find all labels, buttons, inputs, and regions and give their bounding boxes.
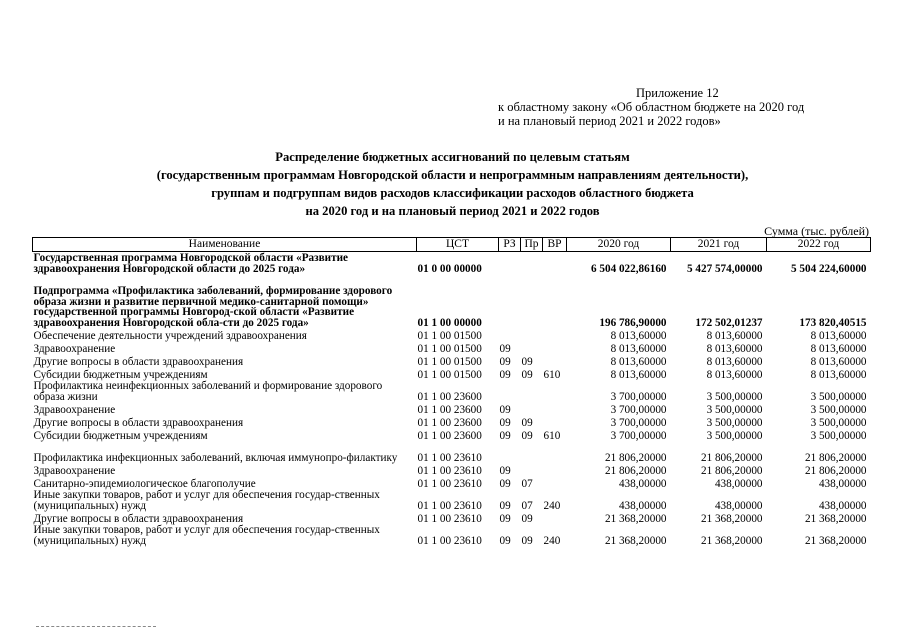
row-2021: 3 500,00000 — [706, 403, 763, 416]
row-2020: 21 806,20000 — [604, 451, 667, 464]
row-2021: 438,00000 — [714, 499, 763, 512]
row-name: Обеспечение деятельности учреждений здравоохранения — [33, 329, 307, 342]
row-2022: 173 820,40515 — [799, 316, 867, 329]
row-2022: 438,00000 — [818, 477, 867, 490]
table-row — [33, 489, 871, 511]
row-name: Здравоохранение — [33, 403, 116, 416]
row-rz: 09 — [499, 534, 511, 547]
row-2020: 3 700,00000 — [610, 390, 667, 403]
row-pr — [521, 441, 543, 463]
row-2022: 3 500,00000 — [810, 429, 867, 442]
row-vr — [543, 274, 567, 328]
row-2022: 3 500,00000 — [810, 403, 867, 416]
row-rz: 09 — [499, 342, 511, 355]
row-2021: 21 806,20000 — [700, 464, 763, 477]
row-name: Другие вопросы в области здравоохранения — [33, 512, 244, 525]
row-2020: 8 013,60000 — [610, 342, 667, 355]
row-2022: 8 013,60000 — [810, 368, 867, 381]
row-cst: 01 1 00 00000 — [417, 316, 482, 329]
row-vr — [543, 354, 567, 367]
row-2022: 21 368,20000 — [804, 534, 867, 547]
header-2022: 2022 год — [767, 238, 871, 252]
title-line-1: Распределение бюджетных ассигнований по целевым статьям — [275, 150, 630, 164]
row-2021: 3 500,00000 — [706, 429, 763, 442]
row-cst: 01 1 00 23610 — [417, 499, 482, 512]
row-cst: 01 1 00 01500 — [417, 368, 482, 381]
row-2020: 8 013,60000 — [610, 355, 667, 368]
table-row — [33, 441, 871, 463]
table-row — [33, 463, 871, 476]
row-rz — [499, 274, 521, 328]
table-row — [33, 511, 871, 524]
row-2021: 8 013,60000 — [706, 329, 763, 342]
table-row — [33, 476, 871, 489]
row-2020: 438,00000 — [618, 499, 667, 512]
row-2021: 3 500,00000 — [706, 390, 763, 403]
row-2020: 3 700,00000 — [610, 416, 667, 429]
annex-period-line: и на плановый период 2021 и 2022 годов» — [498, 114, 721, 128]
row-cst: 01 1 00 01500 — [417, 329, 482, 342]
row-pr — [521, 328, 543, 341]
table-row — [33, 367, 871, 380]
row-2022: 3 500,00000 — [810, 390, 867, 403]
row-rz: 09 — [499, 477, 511, 490]
row-pr: 09 — [521, 512, 533, 525]
row-name: Государственная программа Новгородской области «Развитие здравоохранения Новгородской области до 2025 года» — [33, 252, 349, 275]
row-name: Профилактика неинфекционных заболеваний и формирование здорового образа жизни — [33, 380, 383, 403]
row-cst: 01 1 00 23610 — [417, 512, 482, 525]
annex-law-line: к областному закону «Об областном бюджете на 2020 год — [498, 100, 805, 114]
row-cst: 01 1 00 23600 — [417, 390, 482, 403]
row-cst: 01 1 00 01500 — [417, 342, 482, 355]
row-name: Здравоохранение — [33, 464, 116, 477]
row-rz: 09 — [499, 403, 511, 416]
row-vr — [543, 476, 567, 489]
table-row — [33, 428, 871, 441]
row-2020: 3 700,00000 — [610, 403, 667, 416]
sum-units-label: Сумма (тыс. рублей) — [764, 224, 869, 238]
table-row — [33, 274, 871, 328]
row-name: Иные закупки товаров, работ и услуг для обеспечения государ-ственных (муниципальных) нужд — [33, 524, 380, 547]
row-2021: 5 427 574,00000 — [686, 262, 763, 275]
row-vr: 610 — [543, 429, 561, 442]
row-cst: 01 1 00 23600 — [417, 429, 482, 442]
row-2022: 8 013,60000 — [810, 355, 867, 368]
row-rz: 09 — [499, 429, 511, 442]
header-cst: ЦСТ — [417, 238, 499, 252]
row-2022: 3 500,00000 — [810, 416, 867, 429]
table-row — [33, 402, 871, 415]
row-2020: 21 368,20000 — [604, 512, 667, 525]
row-vr — [543, 402, 567, 415]
table-row — [33, 380, 871, 402]
row-name: Подпрограмма «Профилактика заболеваний, формирование здорового образа жизни и развитие первичной медико-санитарной помощи» государственной программы Новгород-ской области «Развитие здравоохранения Новгородской обла-сти до 2025 года» — [33, 285, 393, 329]
row-2020: 438,00000 — [618, 477, 667, 490]
row-rz: 09 — [499, 464, 511, 477]
row-vr — [543, 463, 567, 476]
row-rz — [499, 252, 521, 275]
header-2020: 2020 год — [567, 238, 671, 252]
row-cst: 01 1 00 23610 — [417, 534, 482, 547]
row-2021: 8 013,60000 — [706, 342, 763, 355]
row-cst: 01 1 00 23610 — [417, 464, 482, 477]
row-pr — [521, 402, 543, 415]
row-2020: 8 013,60000 — [610, 329, 667, 342]
document-title — [30, 148, 875, 220]
row-cst: 01 1 00 01500 — [417, 355, 482, 368]
row-vr — [543, 252, 567, 275]
row-pr: 07 — [521, 499, 533, 512]
table-row — [33, 328, 871, 341]
row-pr: 09 — [521, 355, 533, 368]
row-vr: 240 — [543, 499, 561, 512]
row-pr — [521, 380, 543, 402]
row-pr: 09 — [521, 429, 533, 442]
table-row — [33, 354, 871, 367]
row-2021: 21 368,20000 — [700, 534, 763, 547]
row-cst: 01 0 00 00000 — [417, 262, 482, 275]
row-pr — [521, 274, 543, 328]
table-row — [33, 252, 871, 275]
row-2022: 8 013,60000 — [810, 342, 867, 355]
row-2021: 8 013,60000 — [706, 368, 763, 381]
row-2020: 196 786,90000 — [599, 316, 667, 329]
row-2022: 21 806,20000 — [804, 464, 867, 477]
row-name: Здравоохранение — [33, 342, 116, 355]
row-2020: 6 504 022,86160 — [590, 262, 667, 275]
row-pr: 09 — [521, 368, 533, 381]
row-2020: 21 806,20000 — [604, 464, 667, 477]
table-row — [33, 524, 871, 546]
row-name: Профилактика инфекционных заболеваний, включая иммунопро-филактику — [33, 451, 398, 464]
header-vr: ВР — [543, 238, 567, 252]
row-2020: 21 368,20000 — [604, 534, 667, 547]
title-line-4: на 2020 год и на плановый период 2021 и 2022 годов — [305, 204, 600, 218]
row-vr — [543, 511, 567, 524]
header-2021: 2021 год — [671, 238, 767, 252]
row-rz — [499, 441, 521, 463]
annex-number: Приложение 12 — [636, 86, 719, 100]
row-vr: 610 — [543, 368, 561, 381]
row-2022: 21 806,20000 — [804, 451, 867, 464]
row-rz — [499, 380, 521, 402]
row-vr: 240 — [543, 534, 561, 547]
table-row — [33, 415, 871, 428]
footer-dashes — [36, 626, 156, 627]
row-rz: 09 — [499, 355, 511, 368]
row-vr — [543, 380, 567, 402]
row-vr — [543, 328, 567, 341]
header-name: Наименование — [33, 238, 417, 252]
row-rz: 09 — [499, 416, 511, 429]
row-2020: 8 013,60000 — [610, 368, 667, 381]
row-2021: 438,00000 — [714, 477, 763, 490]
row-rz — [499, 328, 521, 341]
table-header-row — [33, 238, 871, 252]
table-row — [33, 341, 871, 354]
row-pr — [521, 463, 543, 476]
row-pr — [521, 341, 543, 354]
row-2020: 3 700,00000 — [610, 429, 667, 442]
row-name: Другие вопросы в области здравоохранения — [33, 416, 244, 429]
row-2022: 21 368,20000 — [804, 512, 867, 525]
row-2022: 438,00000 — [818, 499, 867, 512]
header-pr: Пр — [521, 238, 543, 252]
row-cst: 01 1 00 23610 — [417, 477, 482, 490]
title-line-2: (государственным программам Новгородской области и непрограммным направлениям деятельности), — [156, 168, 749, 182]
row-pr: 09 — [521, 534, 533, 547]
row-rz: 09 — [499, 499, 511, 512]
row-2021: 172 502,01237 — [695, 316, 763, 329]
row-cst: 01 1 00 23600 — [417, 403, 482, 416]
row-cst: 01 1 00 23610 — [417, 451, 482, 464]
row-vr — [543, 441, 567, 463]
row-pr: 09 — [521, 416, 533, 429]
row-name: Субсидии бюджетным учреждениям — [33, 368, 208, 381]
row-name: Другие вопросы в области здравоохранения — [33, 355, 244, 368]
row-2021: 8 013,60000 — [706, 355, 763, 368]
row-2021: 3 500,00000 — [706, 416, 763, 429]
row-name: Субсидии бюджетным учреждениям — [33, 429, 208, 442]
title-line-3: группам и подгруппам видов расходов классификации расходов областного бюджета — [211, 186, 694, 200]
row-name: Иные закупки товаров, работ и услуг для обеспечения государ-ственных (муниципальных) нужд — [33, 489, 380, 512]
row-vr — [543, 415, 567, 428]
budget-table — [32, 237, 871, 546]
row-rz: 09 — [499, 512, 511, 525]
row-2021: 21 806,20000 — [700, 451, 763, 464]
row-cst: 01 1 00 23600 — [417, 416, 482, 429]
row-pr: 07 — [521, 477, 533, 490]
row-2022: 8 013,60000 — [810, 329, 867, 342]
row-vr — [543, 341, 567, 354]
annex-header — [498, 86, 888, 128]
header-rz: РЗ — [499, 238, 521, 252]
row-name: Санитарно-эпидемиологическое благополучие — [33, 477, 256, 490]
row-pr — [521, 252, 543, 275]
row-2022: 5 504 224,60000 — [790, 262, 867, 275]
row-2021: 21 368,20000 — [700, 512, 763, 525]
row-rz: 09 — [499, 368, 511, 381]
